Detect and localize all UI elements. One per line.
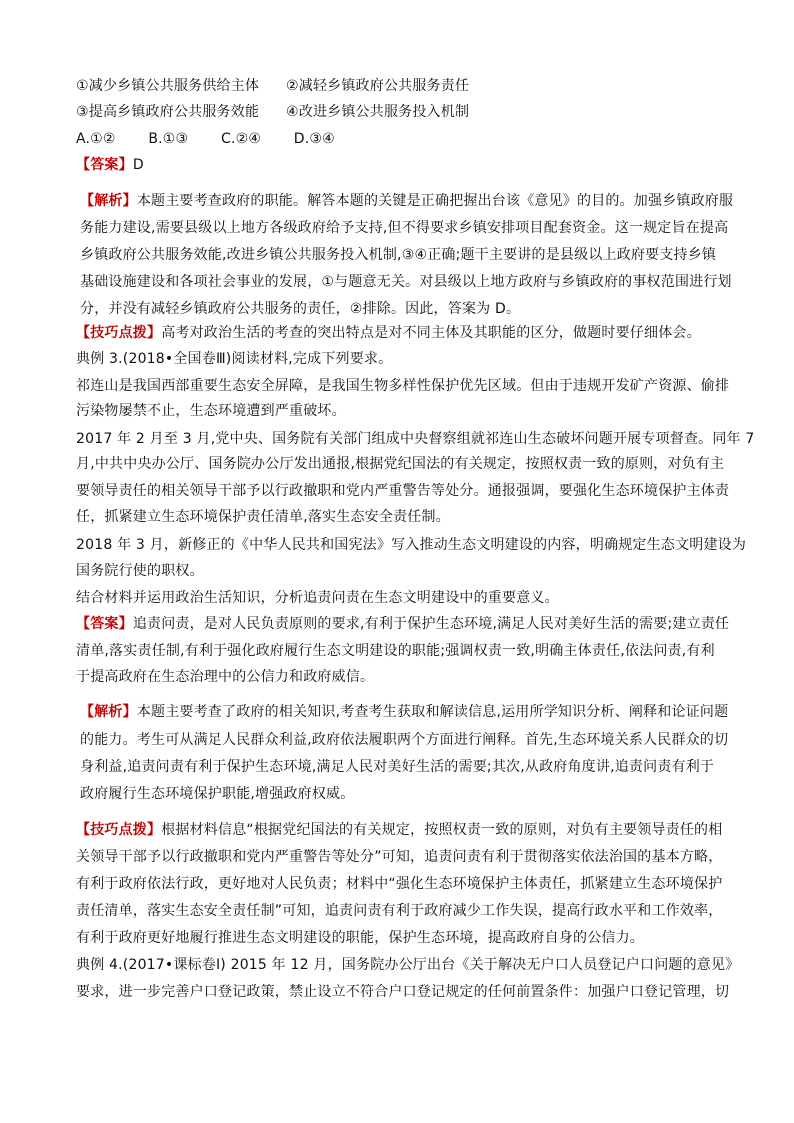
option-2: ②减轻乡镇政府公共服务责任	[286, 78, 470, 94]
ex3-material-line: 祁连山是我国西部重要生态安全屏障，是我国生物多样性保护优先区域。但由于违规开发矿产资源、偷排	[76, 378, 730, 394]
analysis-text: 本题主要考查政府的职能。解答本题的关键是正确把握出台该《意见》的目的。加强乡镇政府服	[136, 193, 734, 209]
tip-text: 高考对政治生活的考查的突出特点是对不同主体及其职能的区分，做题时要仔细体会。	[161, 325, 701, 341]
ex3-answer-line: 于提高政府在生态治理中的公信力和政府威信。	[76, 669, 375, 685]
ex3-material-line: 2018 年 3 月，新修正的《中华人民共和国宪法》写入推动生态文明建设的内容，明确规定生态文明建设为	[76, 537, 747, 553]
q1-analysis-line: 分，并没有减轻乡镇政府公共服务的责任，②排除。因此，答案为 D。	[80, 301, 521, 317]
answer-tag: 【答案】	[76, 157, 133, 173]
answer-text: 追责问责，是对人民负责原则的要求,有利于保护生态环境,满足人民对美好生活的需要;建立责任	[132, 616, 730, 632]
analysis-tag: 【解析】	[80, 193, 137, 209]
ex3-material-line: 国务院行使的职权。	[76, 563, 204, 579]
option-1: ①减少乡镇公共服务供给主体	[76, 78, 260, 94]
option-4: ④改进乡镇公共服务投入机制	[286, 104, 470, 120]
ex3-analysis-line: 身利益,追责问责有利于保护生态环境,满足人民对美好生活的需要;其次,从政府角度讲,追责问责有利于	[80, 759, 715, 775]
ex3-tip-line	[76, 820, 722, 840]
q1-answer	[76, 155, 144, 175]
tip-tag: 【技巧点拨】	[76, 822, 162, 838]
q1-analysis-line: 基础设施建设和各项社会事业的发展，①与题意无关。对县级以上地方政府与乡镇政府的事权范围进行划	[80, 274, 732, 290]
ex3-title: 典例 3.(2018•全国卷Ⅲ)阅读材料,完成下列要求。	[76, 351, 393, 367]
ex3-analysis-line: 的能力。考生可从满足人民群众利益,政府依法履职两个方面进行阐释。首先,生态环境关系人民群众的切	[80, 732, 729, 748]
q1-tip	[76, 323, 701, 343]
ex3-tip-line: 有利于政府更好地履行推进生态文明建设的职能，保护生态环境，提高政府自身的公信力。	[76, 930, 644, 946]
ex3-analysis-line	[80, 702, 728, 722]
choice-b: B.①③	[148, 131, 189, 147]
q1-analysis-line: 乡镇政府公共服务效能,改进乡镇公共服务投入机制,③④正确;题干主要讲的是县级以上政府要支持乡镇	[80, 247, 717, 263]
choice-a: A.①②	[76, 131, 116, 147]
answer-value: D	[132, 157, 144, 173]
analysis-text: 本题主要考查了政府的相关知识,考查考生获取和解读信息,运用所学知识分析、阐释和论证问题	[136, 704, 729, 720]
q1-analysis-line: 务能力建设,需要县级以上地方各级政府给予支持,但不得要求乡镇安排项目配套资金。这一规定旨在提高	[80, 220, 729, 236]
tip-text: 根据材料信息“根据党纪国法的有关规定，按照权责一致的原则，对负有主要领导责任的相	[161, 822, 723, 838]
ex3-material-line: 月,中共中央办公厅、国务院办公厅发出通报,根据党纪国法的有关规定，按照权责一致的原则，对负有主	[76, 456, 725, 472]
tip-tag: 【技巧点拨】	[76, 325, 162, 341]
ex3-question: 结合材料并运用政治生活知识，分析追责问责在生态文明建设中的重要意义。	[76, 590, 559, 606]
answer-tag: 【答案】	[76, 616, 133, 632]
ex3-material-line: 要领导责任的相关领导干部予以行政撤职和党内严重警告等处分。通报强调，要强化生态环境保护主体责	[76, 483, 730, 499]
ex3-tip-line: 责任清单，落实生态安全责任制”可知，追责问责有利于政府减少工作失误，提高行政水平和工作效率，	[76, 903, 723, 919]
ex3-material-line: 2017 年 2 月至 3 月,党中央、国务院有关部门组成中央督察组就祁连山生态破坏问题开展专项督查。同年 7	[76, 431, 755, 447]
choice-c: C.②④	[220, 131, 262, 147]
ex3-analysis-line: 政府履行生态环境保护职能,增强政府权威。	[80, 786, 355, 802]
q1-analysis-line	[80, 191, 733, 211]
ex4-line: 要求，进一步完善户口登记政策，禁止设立不符合户口登记规定的任何前置条件：加强户口登记管理，切	[76, 984, 730, 1000]
choice-d: D.③④	[293, 131, 335, 147]
ex3-answer-line	[76, 614, 729, 634]
analysis-tag: 【解析】	[80, 704, 137, 720]
ex3-tip-line: 关领导干部予以行政撤职和党内严重警告等处分”可知，追责问责有利于贯彻落实依法治国的基本方略，	[76, 849, 723, 865]
ex4-line: 典例 4.(2017•课标卷Ⅰ) 2015 年 12 月，国务院办公厅出台《关于解决无户口人员登记户口问题的意见》	[76, 957, 740, 973]
option-3: ③提高乡镇政府公共服务效能	[76, 104, 260, 120]
ex3-answer-line: 清单,落实责任制,有利于强化政府履行生态文明建设的职能;强调权责一致,明确主体责任,依法问责,有利	[76, 643, 715, 659]
ex3-material-line: 任，抓紧建立生态环境保护责任清单,落实生态安全责任制。	[76, 509, 450, 525]
ex3-tip-line: 有利于政府依法行政，更好地对人民负责；材料中“强化生态环境保护主体责任，抓紧建立生态环境保护	[76, 876, 723, 892]
ex3-material-line: 污染物屡禁不止，生态环境遭到严重破坏。	[76, 403, 346, 419]
choices-row	[76, 129, 363, 149]
